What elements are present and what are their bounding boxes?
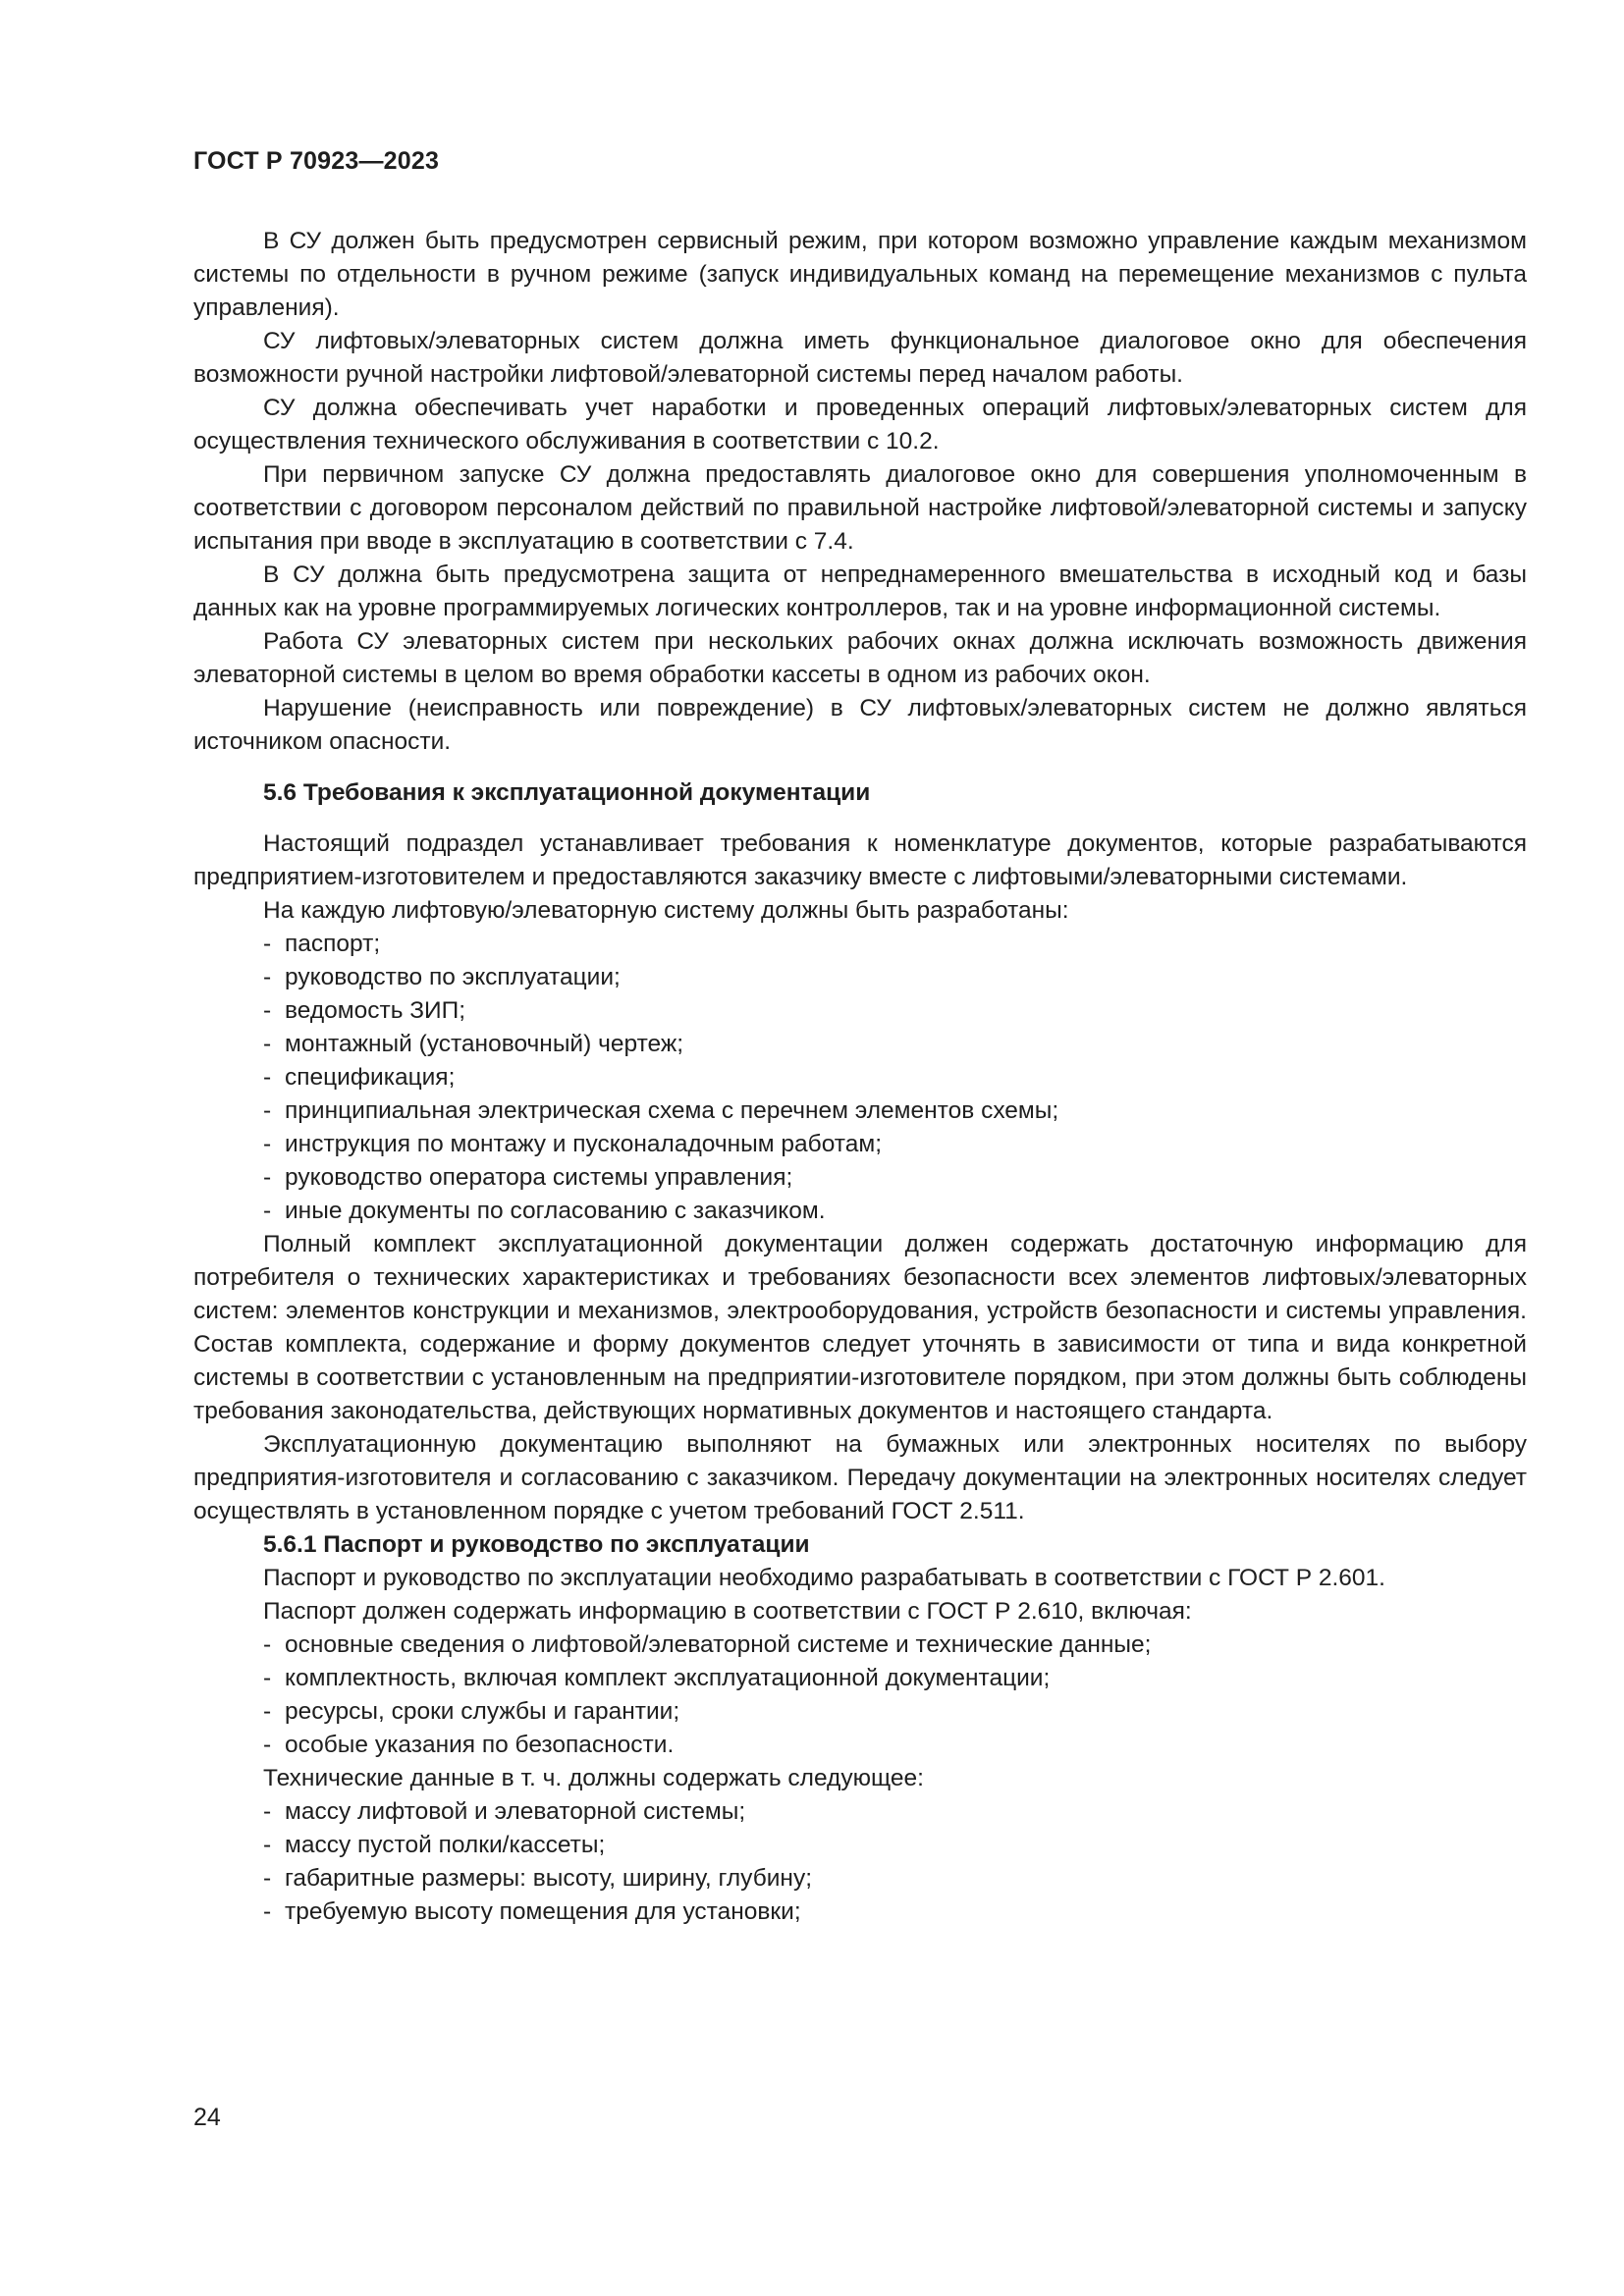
list-item (193, 961, 1527, 994)
section-heading-5-6-1: 5.6.1 Паспорт и руководство по эксплуатации (263, 1531, 810, 1558)
paragraph-subsection-scope: Настоящий подраздел устанавливает требования к номенклатуре документов, которые разрабатываются предприятием-изготовителем и предоставляются заказчику вместе с лифтовыми/элеваторными системами. (193, 830, 1527, 890)
list-item-text: габаритные размеры: высоту, ширину, глубину; (285, 1865, 813, 1892)
list-item-text: требуемую высоту помещения для установки; (285, 1898, 801, 1925)
paragraph-passport-contents: Паспорт должен содержать информацию в соответствии с ГОСТ Р 2.610, включая: (263, 1598, 1192, 1625)
list-item (193, 928, 1527, 961)
list-marker: - (263, 931, 272, 957)
documents-list (193, 928, 1527, 1228)
list-item (193, 1161, 1527, 1195)
paragraph-protection: В СУ должна быть предусмотрена защита от непреднамеренного вмешательства в исходный код и базы данных как на уровне программируемых логических контроллеров, так и на уровне информационной системы. (193, 561, 1527, 621)
list-item-text: ресурсы, сроки службы и гарантии; (285, 1698, 680, 1725)
passport-contents-list (193, 1629, 1527, 1762)
list-marker: - (263, 1865, 272, 1892)
list-item-text: особые указания по безопасности. (285, 1732, 675, 1758)
list-marker: - (263, 1832, 272, 1858)
list-item (193, 1195, 1527, 1228)
list-item-text: массу пустой полки/кассеты; (285, 1832, 606, 1858)
list-item-text: основные сведения о лифтовой/элеваторной системе и технические данные; (285, 1631, 1152, 1658)
list-marker: - (263, 1898, 272, 1925)
list-item (193, 1695, 1527, 1729)
list-item (193, 1095, 1527, 1128)
paragraph-work-windows: Работа СУ элеваторных систем при нескольких рабочих окнах должна исключать возможность движения элеваторной системы в целом во время обработки кассеты в одном из рабочих окон. (193, 628, 1527, 688)
paragraph-malfunction: Нарушение (неисправность или повреждение) в СУ лифтовых/элеваторных систем не должно являться источником опасности. (193, 695, 1527, 755)
list-item (193, 1896, 1527, 1929)
list-marker: - (263, 1631, 272, 1658)
paragraph-full-set: Полный комплект эксплуатационной документации должен содержать достаточную информацию для потребителя о технических характеристиках и требованиях безопасности всех элементов лифтовых/элеваторных систем: элементов конструкции и механизмов, электрооборудования, устройств безопасности и системы управления. Состав комплекта, содержание и форму документов следует уточнять в зависимости от типа и вида конкретной системы в соответствии с установленным на предприятии-изготовителе порядком, при этом должны быть соблюдены требования законодательства, действующих нормативных документов и настоящего стандарта. (193, 1231, 1527, 1424)
paragraph-media: Эксплуатационную документацию выполняют на бумажных или электронных носителях по выбору предприятия-изготовителя и согласованию с заказчиком. Передачу документации на электронных носителях следует осуществлять в установленном порядке с учетом требований ГОСТ 2.511. (193, 1431, 1527, 1524)
list-marker: - (263, 1798, 272, 1825)
list-marker: - (263, 1732, 272, 1758)
list-item (193, 1629, 1527, 1662)
list-item-text: руководство оператора системы управления; (285, 1164, 793, 1191)
list-item-text: монтажный (установочный) чертеж; (285, 1031, 684, 1057)
section-heading-5-6: 5.6 Требования к эксплуатационной документации (263, 779, 871, 806)
list-marker: - (263, 1698, 272, 1725)
list-marker: - (263, 1097, 272, 1124)
list-marker: - (263, 1665, 272, 1691)
paragraph-initial-start: При первичном запуске СУ должна предоставлять диалоговое окно для совершения уполномоченным в соответствии с договором персоналом действий по правильной настройке лифтовой/элеваторной системы и запуску испытания при вводе в эксплуатацию в соответствии с 7.4. (193, 461, 1527, 555)
document-body (193, 225, 1527, 1929)
list-marker: - (263, 997, 272, 1024)
list-item (193, 1829, 1527, 1862)
list-item-text: комплектность, включая комплект эксплуатационной документации; (285, 1665, 1051, 1691)
list-item-text: ведомость ЗИП; (285, 997, 466, 1024)
list-item (193, 1862, 1527, 1896)
list-item (193, 1795, 1527, 1829)
paragraph-service-mode: В СУ должен быть предусмотрен сервисный режим, при котором возможно управление каждым механизмом системы по отдельности в ручном режиме (запуск индивидуальных команд на перемещение механизмов с пульта управления). (193, 228, 1527, 321)
list-marker: - (263, 1164, 272, 1191)
list-item (193, 1729, 1527, 1762)
list-item-text: иные документы по согласованию с заказчиком. (285, 1198, 826, 1224)
paragraph-dialog-window: СУ лифтовых/элеваторных систем должна иметь функциональное диалоговое окно для обеспечения возможности ручной настройки лифтовой/элеваторной системы перед началом работы. (193, 328, 1527, 388)
list-item (193, 1128, 1527, 1161)
list-marker: - (263, 1198, 272, 1224)
list-item (193, 994, 1527, 1028)
paragraph-technical-data: Технические данные в т. ч. должны содержать следующее: (263, 1765, 924, 1791)
list-item-text: принципиальная электрическая схема с перечнем элементов схемы; (285, 1097, 1059, 1124)
list-item-text: массу лифтовой и элеваторной системы; (285, 1798, 746, 1825)
list-marker: - (263, 1064, 272, 1091)
list-marker: - (263, 964, 272, 990)
list-item (193, 1028, 1527, 1061)
list-item-text: спецификация; (285, 1064, 456, 1091)
list-item (193, 1662, 1527, 1695)
paragraph-documents-intro: На каждую лифтовую/элеваторную систему должны быть разработаны: (263, 897, 1069, 924)
paragraph-operating-time: СУ должна обеспечивать учет наработки и проведенных операций лифтовых/элеваторных систем для осуществления технического обслуживания в соответствии с 10.2. (193, 395, 1527, 454)
list-item-text: руководство по эксплуатации; (285, 964, 621, 990)
paragraph-passport-standard: Паспорт и руководство по эксплуатации необходимо разрабатывать в соответствии с ГОСТ Р 2.601. (263, 1565, 1385, 1591)
technical-data-list (193, 1795, 1527, 1929)
document-header: ГОСТ Р 70923—2023 (193, 147, 440, 175)
list-marker: - (263, 1031, 272, 1057)
list-item-text: инструкция по монтажу и пусконаладочным работам; (285, 1131, 883, 1157)
list-item (193, 1061, 1527, 1095)
list-item-text: паспорт; (285, 931, 381, 957)
page-number: 24 (193, 2104, 221, 2131)
list-marker: - (263, 1131, 272, 1157)
